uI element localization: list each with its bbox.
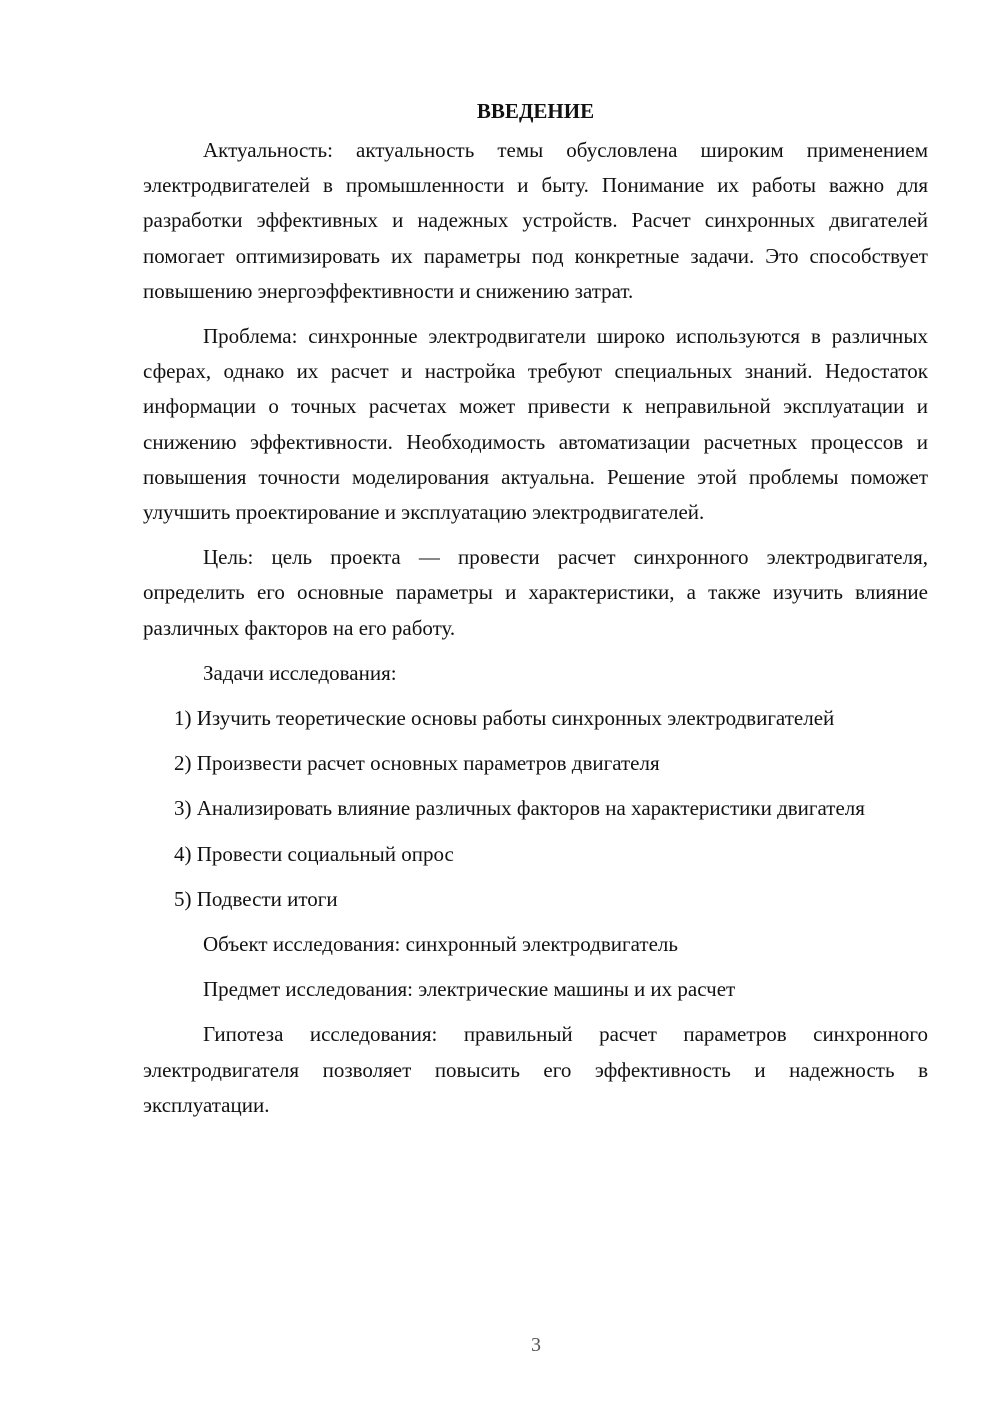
list-item: 4) Провести социальный опрос	[174, 841, 454, 866]
list-item: 2) Произвести расчет основных параметров двигателя	[174, 751, 660, 776]
list-item: 5) Подвести итоги	[174, 886, 338, 911]
tasks-list	[143, 701, 928, 917]
list-item: 1) Изучить теоретические основы работы синхронных электродвигателей	[174, 706, 835, 731]
subject-paragraph: Предмет исследования: электрические машины и их расчет	[203, 977, 736, 1002]
document-page	[143, 96, 928, 1133]
tasks-intro: Задачи исследования:	[203, 660, 397, 685]
relevance-paragraph: Актуальность: актуальность темы обусловлена широким применением электродвигателей в промышленности и быту. Понимание их работы важно для разработки эффективных и надежных устройств. Расчет синхронных двигателей помогает оптимизировать их параметры под конкретные задачи. Это способствует повышению энергоэффективности и снижению затрат.	[143, 138, 928, 303]
object-paragraph: Объект исследования: синхронный электродвигатель	[203, 932, 678, 957]
problem-paragraph: Проблема: синхронные электродвигатели широко используются в различных сферах, однако их расчет и настройка требуют специальных знаний. Недостаток информации о точных расчетах может привести к неправильной эксплуатации и снижению эффективности. Необходимость автоматизации расчетных процессов и повышения точности моделирования актуальна. Решение этой проблемы поможет улучшить проектирование и эксплуатацию электродвигателей.	[143, 324, 928, 525]
list-item: 3) Анализировать влияние различных факторов на характеристики двигателя	[174, 796, 865, 821]
goal-paragraph: Цель: цель проекта — провести расчет синхронного электродвигателя, определить его основные параметры и характеристики, а также изучить влияние различных факторов на его работу.	[143, 545, 928, 640]
hypothesis-paragraph: Гипотеза исследования: правильный расчет параметров синхронного электродвигателя позволяет повысить его эффективность и надежность в эксплуатации.	[143, 1022, 928, 1117]
section-heading: ВВЕДЕНИЕ	[476, 99, 595, 123]
page-number: 3	[531, 1334, 541, 1356]
